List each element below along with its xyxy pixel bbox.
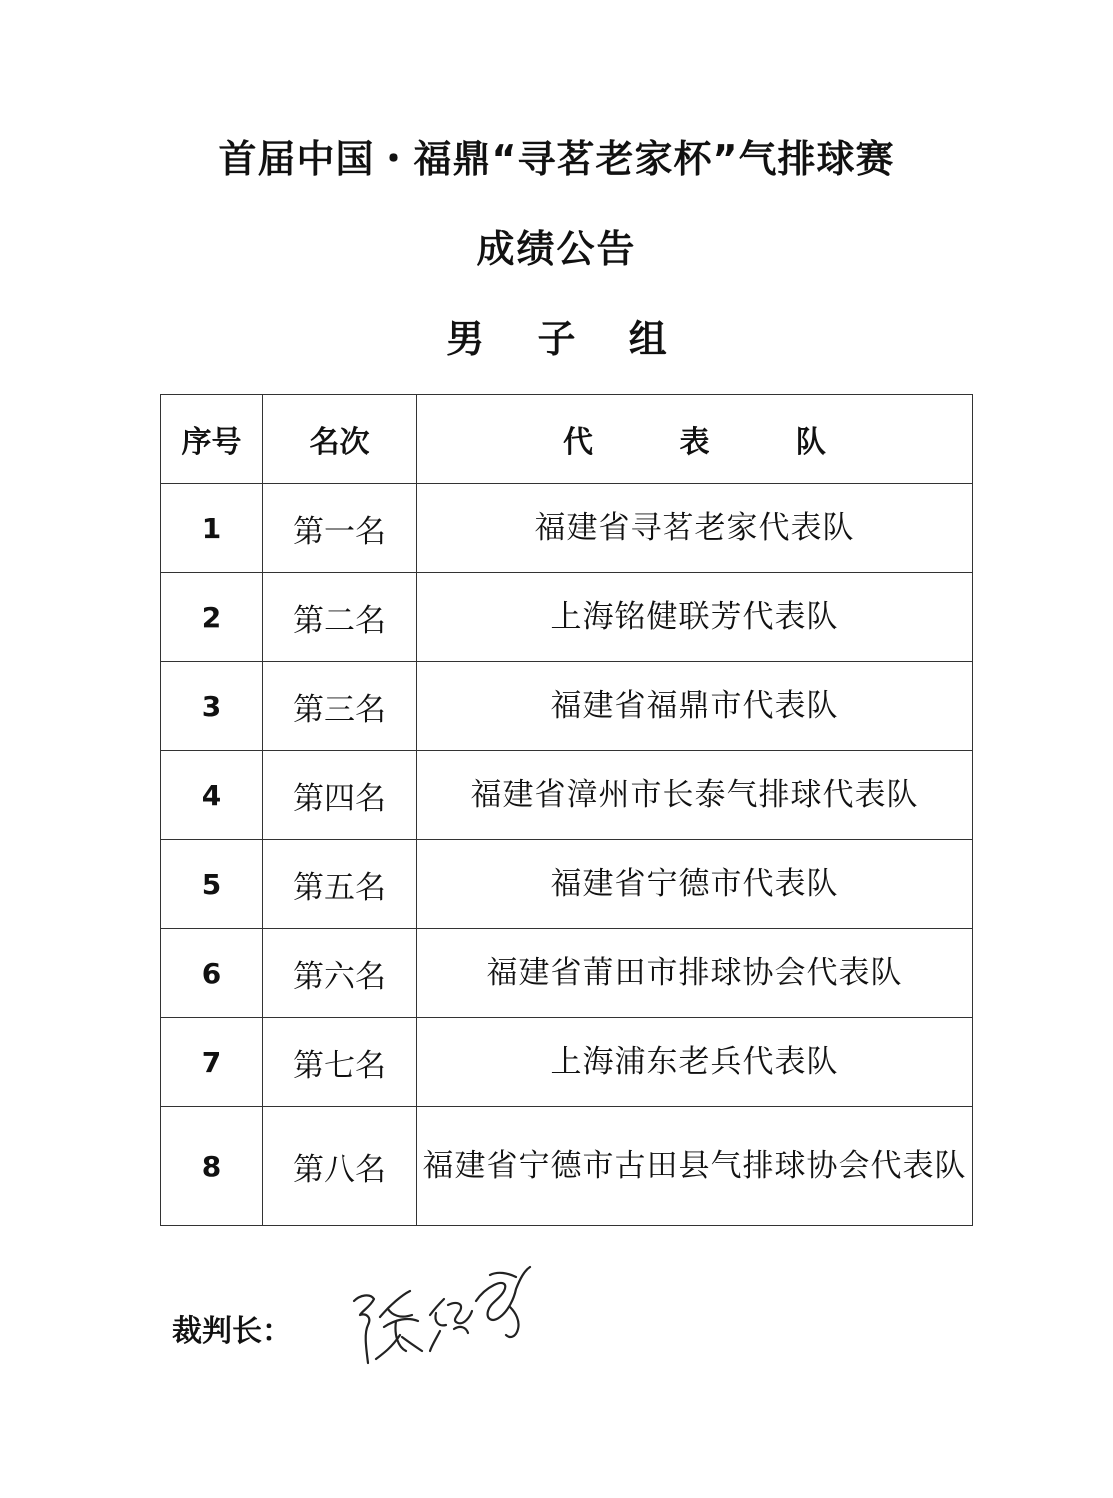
row-team: 上海浦东老兵代表队 — [417, 1018, 973, 1107]
row-number: 4 — [161, 751, 263, 840]
row-number: 6 — [161, 929, 263, 1018]
document-subtitle: 成绩公告 — [476, 227, 637, 271]
row-number: 7 — [161, 1018, 263, 1107]
row-team: 福建省寻茗老家代表队 — [417, 484, 973, 573]
row-number: 5 — [161, 840, 263, 929]
referee-signature — [340, 1255, 550, 1373]
table-row — [161, 1107, 973, 1226]
table-header-row — [161, 395, 973, 484]
header-team: 代 表 队 — [417, 395, 973, 484]
group-heading: 男 子 组 — [446, 317, 687, 361]
row-team: 福建省宁德市古田县气排球协会代表队 — [417, 1107, 973, 1226]
row-number: 1 — [161, 484, 263, 573]
row-team: 福建省莆田市排球协会代表队 — [417, 929, 973, 1018]
row-number: 2 — [161, 573, 263, 662]
row-number: 3 — [161, 662, 263, 751]
row-number: 8 — [161, 1107, 263, 1226]
table-row — [161, 484, 973, 573]
table-row — [161, 929, 973, 1018]
row-team: 福建省漳州市长泰气排球代表队 — [417, 751, 973, 840]
row-rank: 第一名 — [263, 484, 417, 573]
referee-label: 裁判长： — [172, 1314, 292, 1349]
row-rank: 第二名 — [263, 573, 417, 662]
row-team: 福建省福鼎市代表队 — [417, 662, 973, 751]
row-rank: 第三名 — [263, 662, 417, 751]
row-team: 福建省宁德市代表队 — [417, 840, 973, 929]
row-team: 上海铭健联芳代表队 — [417, 573, 973, 662]
header-rank: 名次 — [263, 395, 417, 484]
table-row — [161, 573, 973, 662]
table-row — [161, 662, 973, 751]
row-rank: 第六名 — [263, 929, 417, 1018]
row-rank: 第八名 — [263, 1107, 417, 1226]
row-rank: 第五名 — [263, 840, 417, 929]
document-title: 首届中国・福鼎“寻茗老家杯”气排球赛 — [218, 137, 895, 181]
results-table — [160, 394, 973, 1226]
row-rank: 第四名 — [263, 751, 417, 840]
table-row — [161, 1018, 973, 1107]
row-rank: 第七名 — [263, 1018, 417, 1107]
table-row — [161, 751, 973, 840]
header-number: 序号 — [161, 395, 263, 484]
table-row — [161, 840, 973, 929]
